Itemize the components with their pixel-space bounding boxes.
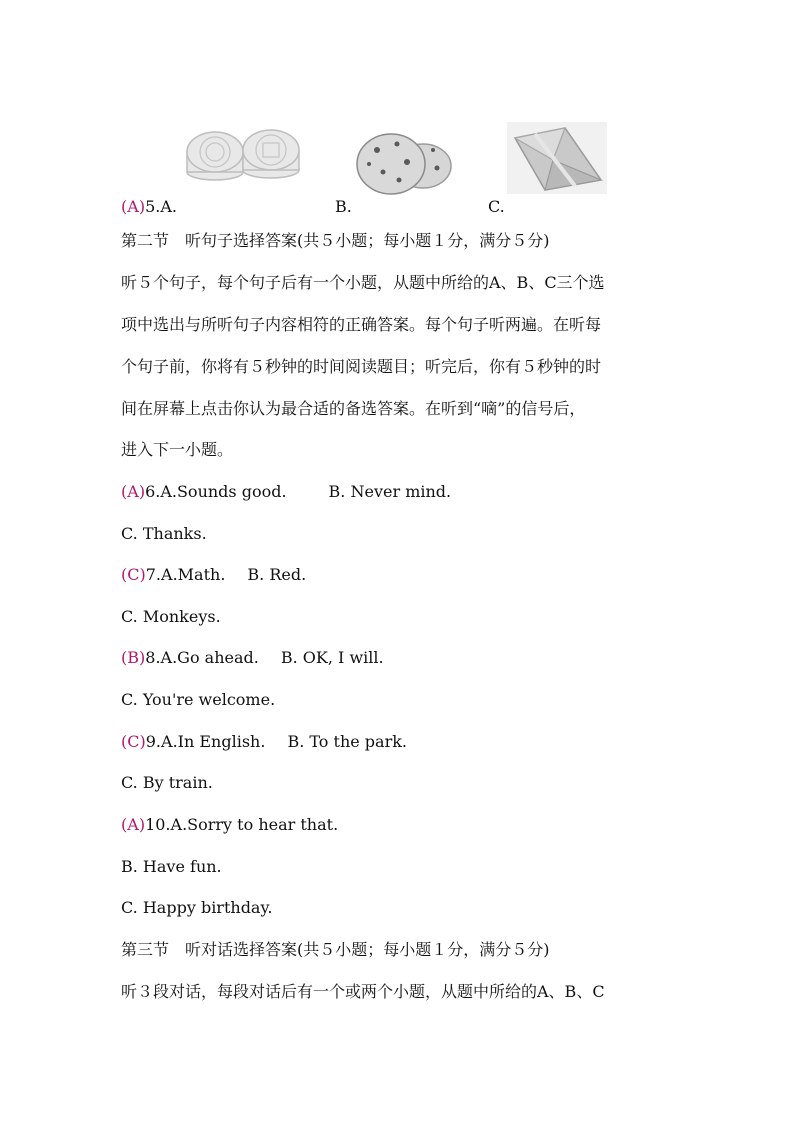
question-5-option-c: C.: [488, 197, 505, 216]
answer-bracket-close: ): [138, 197, 146, 216]
question-9-option-a: A.In English.: [161, 732, 266, 751]
question-7-option-c: C. Monkeys.: [121, 607, 221, 626]
question-8-answer: B: [127, 648, 140, 667]
question-7-number: 7.: [145, 565, 162, 584]
answer-bracket-open: (: [121, 815, 128, 834]
question-5-answer: A: [127, 197, 139, 216]
answer-bracket-close: ): [139, 565, 146, 584]
question-5-option-b: B.: [335, 197, 352, 216]
section-2-instruction-line: 间在屏幕上点击你认为最合适的备选答案。在听到“嘀”的信号后，: [121, 399, 586, 418]
question-6-option-a: A.Sounds good.: [160, 482, 287, 501]
question-10-row: [121, 815, 338, 835]
question-7-option-a: A.Math.: [161, 565, 226, 584]
section-2-instruction-line: 个句子前，你将有５秒钟的时间阅读题目；听完后，你有５秒钟的时: [121, 357, 602, 376]
question-8-row: [121, 648, 384, 668]
zongzi-image: [505, 120, 609, 196]
question-8-option-c: C. You're welcome.: [121, 690, 276, 709]
question-8-option-b: B. OK, I will.: [280, 648, 384, 667]
answer-bracket-open: (: [121, 648, 128, 667]
question-5-number: 5.: [145, 197, 161, 216]
answer-bracket-close: ): [138, 482, 146, 501]
question-6-row: [121, 482, 451, 502]
answer-bracket-close: ): [139, 648, 146, 667]
answer-bracket-close: ): [139, 732, 146, 751]
question-10-option-b: B. Have fun.: [121, 857, 222, 876]
question-7-answer: C: [127, 565, 140, 584]
question-7-option-b: B. Red.: [247, 565, 307, 584]
question-7-row: [121, 565, 306, 585]
question-9-number: 9.: [145, 732, 162, 751]
question-6-option-b: B. Never mind.: [328, 482, 452, 501]
question-10-number: 10.: [145, 815, 171, 834]
question-10-option-c: C. Happy birthday.: [121, 898, 273, 917]
section-2-instruction-line: 进入下一小题。: [121, 440, 234, 459]
mooncakes-image: [183, 128, 313, 184]
section-2-instruction-line: 项中选出与所听句子内容相符的正确答案。每个句子听两遍。在听每: [121, 315, 602, 334]
question-8-option-a: A.Go ahead.: [160, 648, 259, 667]
question-6-option-c: C. Thanks.: [121, 524, 207, 543]
section-3-heading: 第三节 听对话选择答案(共５小题；每小题１分，满分５分): [121, 940, 550, 959]
question-9-option-b: B. To the park.: [287, 732, 408, 751]
answer-bracket-open: (: [121, 197, 128, 216]
answer-bracket-open: (: [121, 732, 128, 751]
question-6-answer: A: [127, 482, 139, 501]
question-9-option-c: C. By train.: [121, 773, 213, 792]
question-5-row: [121, 197, 177, 217]
answer-bracket-close: ): [138, 815, 146, 834]
question-9-row: [121, 732, 407, 752]
question-10-answer: A: [127, 815, 139, 834]
question-6-number: 6.: [145, 482, 161, 501]
question-10-option-a: A.Sorry to hear that.: [170, 815, 339, 834]
section-3-instruction-line: 听３段对话，每段对话后有一个或两个小题，从题中所给的A、B、C: [121, 982, 605, 1001]
question-5-option-a: A.: [160, 197, 177, 216]
question-9-answer: C: [127, 732, 140, 751]
cookies-image: [353, 128, 453, 196]
question-8-number: 8.: [145, 648, 161, 667]
section-2-instruction-line: 听５个句子，每个句子后有一个小题，从题中所给的A、B、C三个选: [121, 273, 605, 292]
section-2-heading: 第二节 听句子选择答案(共５小题；每小题１分，满分５分): [121, 231, 550, 250]
answer-bracket-open: (: [121, 565, 128, 584]
answer-bracket-open: (: [121, 482, 128, 501]
